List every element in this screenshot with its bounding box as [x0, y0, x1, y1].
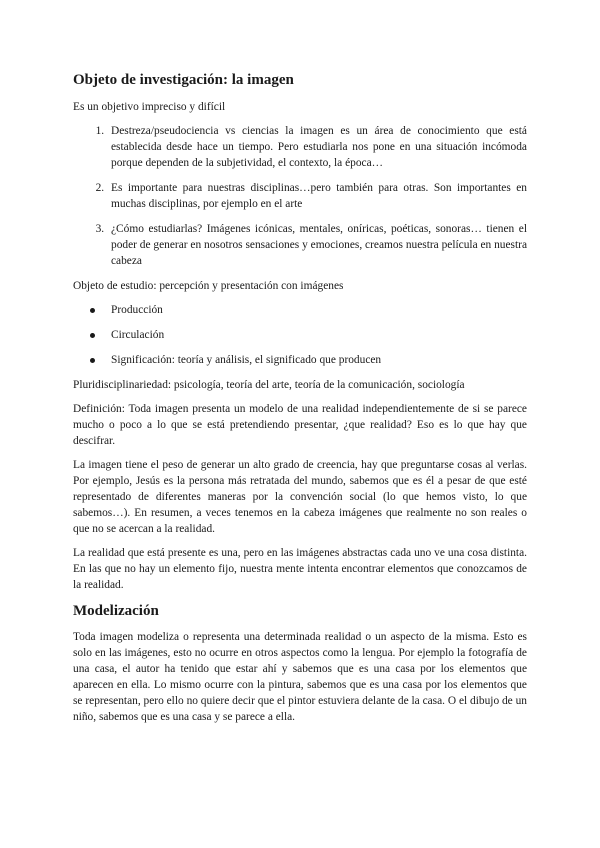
bullet-list	[73, 302, 527, 368]
bullet-dot-icon	[90, 333, 95, 338]
numbered-item-3: 3. ¿Cómo estudiarlas? Imágenes icónicas, mentales, oníricas, poéticas, sonoras… tienen el poder de generar en nosotros sensaciones y emociones, creamos nuestra película en nuestra cabeza	[107, 221, 527, 269]
study-object-paragraph: Objeto de estudio: percepción y presentación con imágenes	[73, 280, 344, 292]
bullet-dot-icon	[90, 308, 95, 313]
bullet-item-2	[107, 327, 527, 343]
definition-paragraph: Definición: Toda imagen presenta un modelo de una realidad independientemente de si se parece mucho o poco a lo que se está pretendiendo presentar, ¿que realidad? Eso es lo que hay que descifrar.	[73, 403, 527, 447]
bullet-item-1	[107, 302, 527, 318]
section-title-modelizacion: Modelización	[73, 603, 159, 619]
bullet-text: Significación: teoría y análisis, el significado que producen	[111, 354, 382, 366]
bullet-text: Producción	[111, 304, 163, 316]
section-title-objeto: Objeto de investigación: la imagen	[73, 72, 294, 88]
abstract-paragraph: La realidad que está presente es una, pero en las imágenes abstractas cada uno ve una cosa distinta. En las que no hay un elemento fijo, nuestra mente intenta encontrar elementos que conozcamos de la realidad.	[73, 547, 527, 591]
document-page	[73, 70, 527, 733]
numbered-item-1: 1. Destreza/pseudociencia vs ciencias la imagen es un área de conocimiento que está establecida desde hace un tiempo. Pero estudiarla nos pone en una situación incómoda porque dependen de la subjetividad, el contexto, la época…	[107, 123, 527, 171]
numbered-item-2: 2. Es importante para nuestras disciplinas…pero también para otras. Son importantes en muchas disciplinas, por ejemplo en el arte	[107, 180, 527, 212]
modelizacion-paragraph: Toda imagen modeliza o representa una determinada realidad o un aspecto de la misma. Esto es solo en las imágenes, esto no ocurre en otros aspectos como la lengua. Por ejemplo la fotografía de una casa, el autor ha tenido que estar ahí y sabemos que es una casa por los elementos que aparecen en ella. Lo mismo ocurre con la pintura, sabemos que es una casa por los elementos que se representan, pero ello no quiere decir que el pintor estuviera delante de la casa. O el dibujo de un niño, sabemos que es una casa y se parece a ella.	[73, 631, 527, 723]
interdisciplinary-paragraph: Pluridisciplinariedad: psicología, teoría del arte, teoría de la comunicación, sociología	[73, 379, 465, 391]
bullet-item-3	[107, 352, 527, 368]
belief-paragraph: La imagen tiene el peso de generar un alto grado de creencia, hay que preguntarse cosas al verlas. Por ejemplo, Jesús es la persona más retratada del mundo, sabemos que es él a pesar de que esté representado de diferentes maneras por la convención social (lo que hemos visto, lo que sabemos…). En resumen, a veces tenemos en la cabeza imágenes que realmente no son reales o que no se acercan a la realidad.	[73, 459, 527, 535]
intro-paragraph: Es un objetivo impreciso y difícil	[73, 101, 226, 113]
numbered-list	[73, 123, 527, 269]
bullet-text: Circulación	[111, 329, 165, 341]
bullet-dot-icon	[90, 358, 95, 363]
